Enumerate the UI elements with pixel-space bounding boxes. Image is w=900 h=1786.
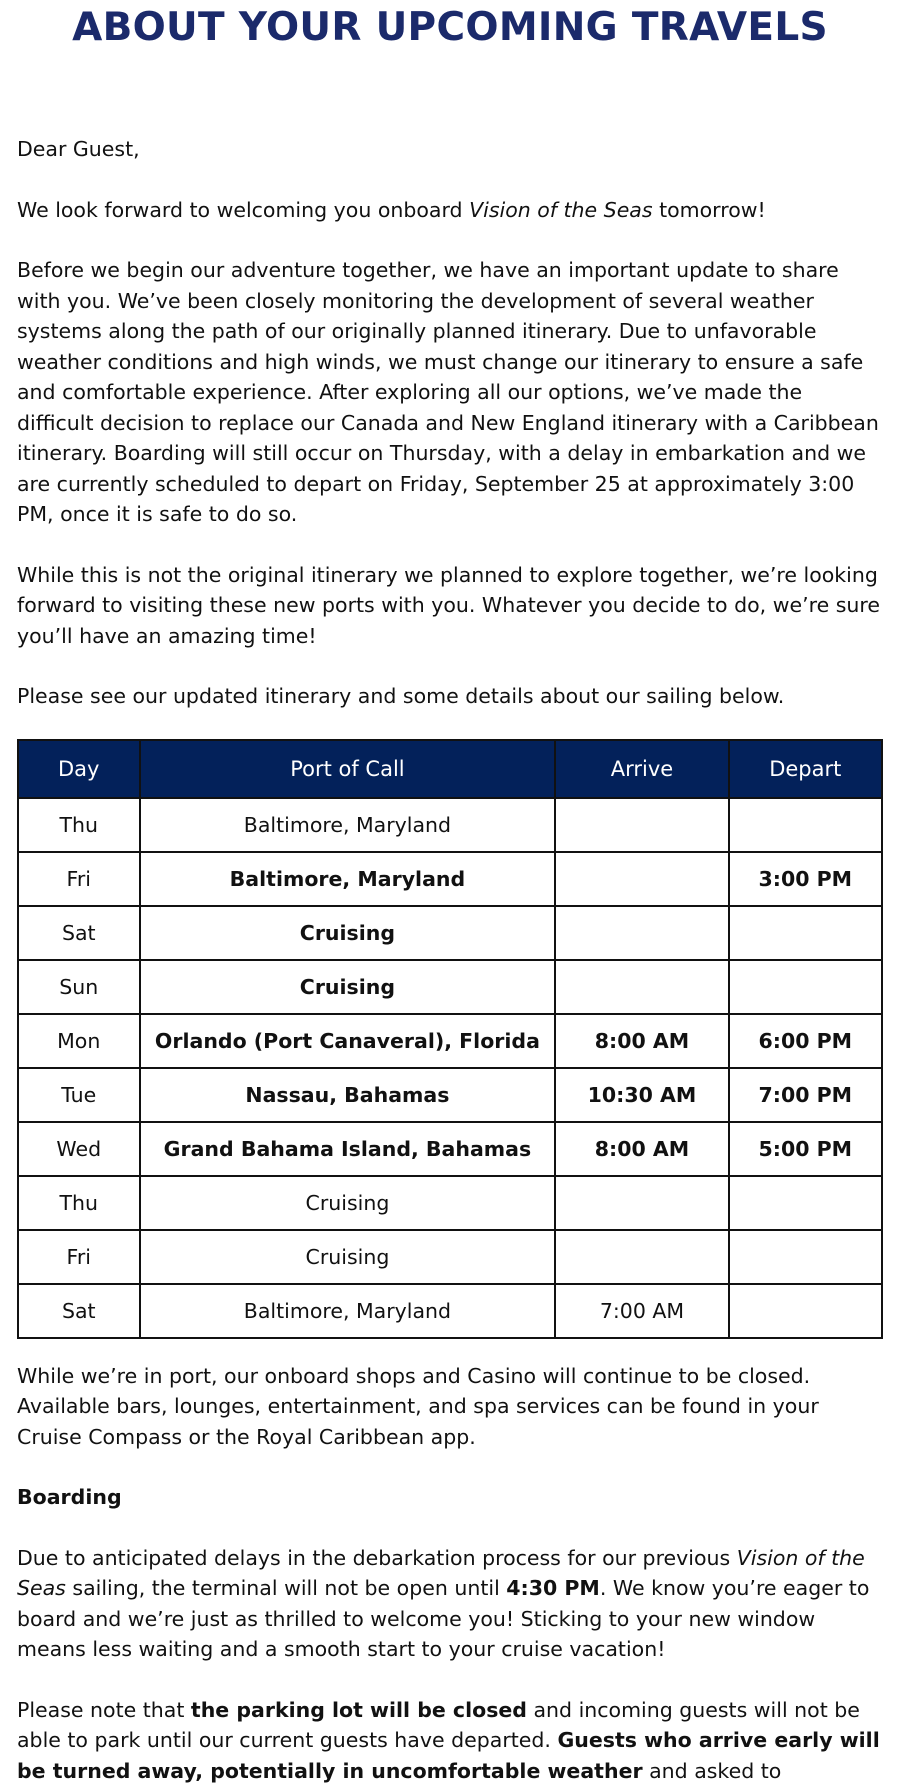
early-arrival-warning: Guests who arrive early will be turned away, potentially in uncomfortable weather <box>17 1728 880 1783</box>
table-row <box>18 906 882 960</box>
table-row <box>18 960 882 1014</box>
welcome-paragraph <box>17 195 883 226</box>
cell-depart <box>729 798 882 852</box>
cell-depart: 3:00 PM <box>729 852 882 906</box>
table-row <box>18 1122 882 1176</box>
cell-arrive <box>555 1176 728 1230</box>
cell-day: Mon <box>18 1014 140 1068</box>
itinerary-update-paragraph: Before we begin our adventure together, we have an important update to share with you. We’ve been closely monitoring the development of several weather systems along the path of our originally planned itinerary. Due to unfavorable weather conditions and high winds, we must change our itinerary to ensure a safe and comfortable experience. After exploring all our options, we’ve made the difficult decision to replace our Canada and New England itinerary with a Caribbean itinerary. Boarding will still occur on Thursday, with a delay in embarkation and we are currently scheduled to depart on Friday, September 25 at approximately 3:00 PM, once it is safe to do so. <box>17 258 879 526</box>
welcome-text-before: We look forward to welcoming you onboard <box>17 197 470 222</box>
cell-day: Sat <box>18 1284 140 1338</box>
cell-port: Baltimore, Maryland <box>140 798 556 852</box>
cell-depart <box>729 1284 882 1338</box>
cell-depart: 6:00 PM <box>729 1014 882 1068</box>
in-port-paragraph: While we’re in port, our onboard shops and Casino will continue to be closed. Available bars, lounges, entertainment, and spa services can be found in your Cruise Compass or the Royal Caribbean app. <box>17 1363 819 1449</box>
parking-paragraph <box>17 1695 883 1786</box>
parking-text-3: and asked to <box>642 1758 782 1783</box>
table-row <box>18 798 882 852</box>
cell-day: Sat <box>18 906 140 960</box>
cell-day: Sun <box>18 960 140 1014</box>
cell-port: Cruising <box>140 1176 556 1230</box>
parking-text-2: and incoming guests will not be able to park until our current guests have departed. <box>17 1697 860 1752</box>
boarding-delays-paragraph <box>17 1543 883 1665</box>
cell-arrive: 8:00 AM <box>555 1122 728 1176</box>
cell-day: Fri <box>18 852 140 906</box>
cell-port: Baltimore, Maryland <box>140 1284 556 1338</box>
cell-day: Tue <box>18 1068 140 1122</box>
cell-port: Orlando (Port Canaveral), Florida <box>140 1014 556 1068</box>
table-row <box>18 1284 882 1338</box>
cell-depart <box>729 1176 882 1230</box>
ship-name: Vision of the Seas <box>469 197 653 222</box>
welcome-text-after: tomorrow! <box>652 197 766 222</box>
delays-text-2: sailing, the terminal will not be open until <box>65 1576 507 1600</box>
cell-port: Baltimore, Maryland <box>140 852 556 906</box>
parking-text-1: Please note that <box>17 1697 191 1722</box>
header-depart: Depart <box>729 740 882 798</box>
itinerary-table <box>17 739 883 1339</box>
cell-depart <box>729 906 882 960</box>
header-arrive: Arrive <box>555 740 728 798</box>
cell-day: Thu <box>18 1176 140 1230</box>
cell-port: Cruising <box>140 1230 556 1284</box>
cell-depart: 7:00 PM <box>729 1068 882 1122</box>
cell-arrive: 7:00 AM <box>555 1284 728 1338</box>
cell-arrive <box>555 906 728 960</box>
page-title: ABOUT YOUR UPCOMING TRAVELS <box>72 5 828 50</box>
cell-port: Grand Bahama Island, Bahamas <box>140 1122 556 1176</box>
cell-depart <box>729 1230 882 1284</box>
cell-arrive <box>555 960 728 1014</box>
cell-port: Nassau, Bahamas <box>140 1068 556 1122</box>
cell-depart <box>729 960 882 1014</box>
delays-text-1: Due to anticipated delays in the debarkation process for our previous <box>17 1545 737 1570</box>
table-row <box>18 1014 882 1068</box>
parking-closed-notice: the parking lot will be closed <box>190 1697 527 1722</box>
table-row <box>18 852 882 906</box>
header-day: Day <box>18 740 140 798</box>
header-port-of-call: Port of Call <box>140 740 556 798</box>
cell-depart: 5:00 PM <box>729 1122 882 1176</box>
cell-port: Cruising <box>140 906 556 960</box>
cell-arrive: 10:30 AM <box>555 1068 728 1122</box>
cell-arrive: 8:00 AM <box>555 1014 728 1068</box>
cell-arrive <box>555 798 728 852</box>
itinerary-body <box>18 798 882 1338</box>
cell-day: Thu <box>18 798 140 852</box>
boarding-heading: Boarding <box>17 1485 122 1509</box>
see-itinerary-paragraph: Please see our updated itinerary and some details about our sailing below. <box>17 684 785 708</box>
terminal-open-time: 4:30 PM <box>506 1576 600 1600</box>
ship-name: Vision of the Seas <box>17 1545 865 1600</box>
cell-arrive <box>555 1230 728 1284</box>
table-row <box>18 1068 882 1122</box>
greeting: Dear Guest, <box>17 137 140 161</box>
delays-text-3: . We know you’re eager to board and we’re just as thrilled to welcome you! Sticking to your new window means less waiting and a smooth start to your cruise vacation! <box>17 1576 870 1661</box>
cell-day: Fri <box>18 1230 140 1284</box>
cell-port: Cruising <box>140 960 556 1014</box>
cell-arrive <box>555 852 728 906</box>
table-row <box>18 1230 882 1284</box>
itinerary-header-row <box>18 740 882 798</box>
new-ports-paragraph: While this is not the original itinerary we planned to explore together, we’re looking forward to visiting these new ports with you. Whatever you decide to do, we’re sure you’ll have an amazing time! <box>17 562 880 648</box>
table-row <box>18 1176 882 1230</box>
cell-day: Wed <box>18 1122 140 1176</box>
